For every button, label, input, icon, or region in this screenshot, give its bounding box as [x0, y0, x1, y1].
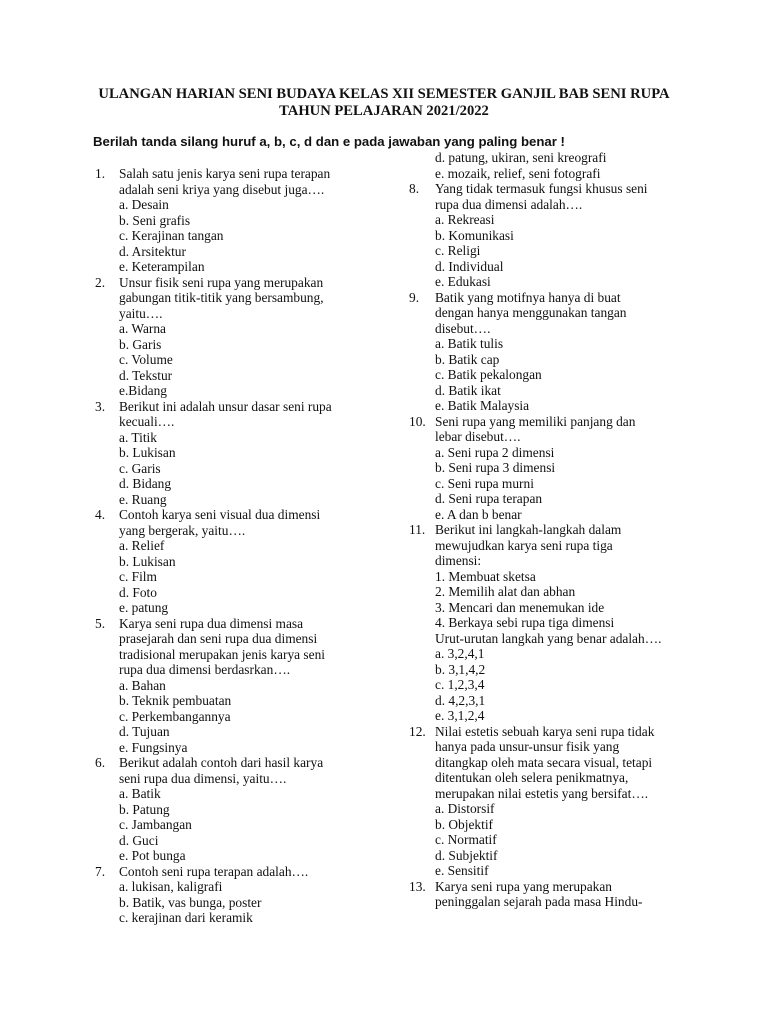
document-title [60, 86, 708, 120]
answer-option[interactable]: e. Edukasi [435, 274, 491, 289]
answer-option[interactable]: a. Distorsif [435, 801, 495, 816]
question-stem: Salah satu jenis karya seni rupa terapan adalah seni kriya yang disebut juga…. [119, 166, 331, 197]
answer-option[interactable]: e. A dan b benar [435, 506, 522, 522]
answer-option[interactable]: e. Pot bunga [119, 848, 186, 863]
question-number: 1. [95, 166, 106, 181]
answer-option[interactable]: b. Objektif [435, 816, 494, 832]
answer-option[interactable]: e. 3,1,2,4 [435, 708, 485, 723]
step-item: 3. Mencari dan menemukan ide [435, 599, 605, 615]
question-number: 13. [409, 878, 426, 894]
question-number: 9. [409, 289, 420, 305]
answer-option[interactable]: d. Batik ikat [435, 382, 501, 398]
answer-option[interactable]: d. patung, ukiran, seni kreografi [435, 150, 607, 165]
answer-options [435, 212, 689, 290]
right-column-questions [409, 181, 689, 910]
step-list [435, 569, 689, 631]
answer-option[interactable]: e. Batik Malaysia [435, 398, 530, 413]
question-stem: Karya seni rupa yang merupakan peninggalan sejarah pada masa Hindu- [435, 878, 643, 909]
question-number: 8. [409, 181, 420, 196]
answer-option[interactable]: e. Sensitif [435, 863, 489, 878]
answer-option[interactable]: e. Ruang [119, 491, 167, 507]
question-9 [409, 290, 689, 414]
question-stem-continued: Urut-urutan langkah yang benar adalah…. [435, 630, 662, 646]
answer-options [435, 646, 689, 724]
question-number: 7. [95, 863, 106, 879]
question-stem: Karya seni rupa dua dimensi masa prasejarah dan seni rupa dua dimensi tradisional merupakan jenis karya seni rupa dua dimensi berdasrkan…. [119, 615, 325, 677]
step-item: 1. Membuat sketsa [435, 568, 536, 584]
answer-option[interactable]: d. 4,2,3,1 [435, 692, 486, 708]
question-stem: Batik yang motifnya hanya di buat dengan hanya menggunakan tangan disebut…. [435, 289, 627, 336]
answer-options [119, 538, 385, 616]
question-12 [409, 724, 689, 879]
question-stem: Seni rupa yang memiliki panjang dan lebar disebut…. [435, 413, 636, 444]
answer-option[interactable]: d. Tujuan [119, 724, 170, 739]
answer-option[interactable]: b. Garis [119, 336, 162, 352]
answer-option[interactable]: d. Foto [119, 584, 157, 600]
question-stem: Contoh karya seni visual dua dimensi yang bergerak, yaitu…. [119, 507, 321, 538]
answer-option[interactable]: b. Lukisan [119, 553, 176, 569]
answer-options [119, 786, 385, 864]
answer-option[interactable]: b. Patung [119, 801, 170, 817]
answer-option[interactable]: b. Batik cap [435, 351, 500, 367]
answer-option[interactable]: a. lukisan, kaligrafi [119, 879, 223, 894]
answer-option[interactable]: e. patung [119, 600, 169, 615]
answer-option[interactable]: d. Bidang [119, 476, 172, 491]
question-number: 2. [95, 274, 106, 290]
answer-option[interactable]: e. Fungsinya [119, 739, 188, 755]
answer-option[interactable]: a. Batik [119, 786, 161, 801]
answer-option[interactable]: d. Guci [119, 832, 159, 848]
answer-option[interactable]: c. 1,2,3,4 [435, 677, 485, 692]
step-item: 4. Berkaya sebi rupa tiga dimensi [435, 615, 615, 630]
left-column [95, 166, 385, 926]
answer-option[interactable]: b. Seni grafis [119, 212, 191, 228]
answer-options [119, 879, 385, 926]
answer-option[interactable]: c. Batik pekalongan [435, 367, 542, 382]
question-number: 12. [409, 723, 426, 739]
answer-option[interactable]: a. Seni rupa 2 dimensi [435, 444, 555, 460]
question-8 [409, 181, 689, 290]
answer-option[interactable]: c. Film [119, 569, 157, 584]
answer-option[interactable]: c. Garis [119, 460, 161, 476]
answer-option[interactable]: c. Normatif [435, 832, 497, 847]
answer-options [435, 445, 689, 523]
question-stem: Nilai estetis sebuah karya seni rupa tidak hanya pada unsur-unsur fisik yang ditangkap oleh mata secara visual, tetapi ditentukan oleh selera penikmatnya, merupakan nilai estetis yang bersifat…. [435, 723, 655, 801]
answer-option[interactable]: a. Warna [119, 321, 167, 336]
question-6 [95, 755, 385, 864]
title-line-1: ULANGAN HARIAN SENI BUDAYA KELAS XII SEMESTER GANJIL BAB SENI RUPA [98, 86, 670, 102]
question-number: 6. [95, 755, 106, 770]
question-5 [95, 616, 385, 756]
answer-option[interactable]: d. Subjektif [435, 847, 498, 863]
question-number: 3. [95, 398, 106, 414]
answer-option[interactable]: a. Bahan [119, 677, 166, 693]
answer-option[interactable]: b. 3,1,4,2 [435, 661, 486, 677]
question-number: 10. [409, 413, 426, 429]
question-13 [409, 879, 689, 910]
question-4 [95, 507, 385, 616]
answer-option[interactable]: d. Individual [435, 258, 504, 274]
question-2 [95, 275, 385, 399]
title-line-2: TAHUN PELAJARAN 2021/2022 [279, 103, 489, 119]
answer-option[interactable]: e. Keterampilan [119, 259, 205, 274]
answer-option[interactable]: b. Seni rupa 3 dimensi [435, 460, 556, 475]
answer-option[interactable]: a. Relief [119, 538, 165, 553]
answer-option[interactable]: e. mozaik, relief, seni fotografi [435, 165, 601, 181]
instruction-text: Berilah tanda silang huruf a, b, c, d dan e pada jawaban yang paling benar ! [93, 134, 565, 149]
question-10 [409, 414, 689, 523]
question-stem: Berikut ini langkah-langkah dalam mewujudkan karya seni rupa tiga dimensi: [435, 522, 622, 568]
question-number: 11. [409, 522, 426, 537]
question-stem: Unsur fisik seni rupa yang merupakan gabungan titik-titik yang bersambung, yaitu…. [119, 274, 324, 321]
question-stem: Berikut adalah contoh dari hasil karya seni rupa dua dimensi, yaitu…. [119, 755, 324, 786]
answer-option[interactable]: e.Bidang [119, 383, 167, 398]
answer-option[interactable]: c. Perkembangannya [119, 708, 231, 724]
question-stem: Contoh seni rupa terapan adalah…. [119, 863, 309, 879]
question-7 [95, 864, 385, 926]
answer-options [119, 321, 385, 399]
answer-option[interactable]: c. Volume [119, 352, 173, 367]
answer-option[interactable]: b. Lukisan [119, 445, 176, 460]
answer-options [435, 801, 689, 879]
question-stem: Yang tidak termasuk fungsi khusus seni rupa dua dimensi adalah…. [435, 181, 648, 212]
answer-option[interactable]: a. Desain [119, 197, 169, 212]
answer-option[interactable]: c. Jambangan [119, 817, 192, 832]
answer-option[interactable]: c. Seni rupa murni [435, 475, 534, 491]
answer-options [435, 336, 689, 414]
question-3 [95, 399, 385, 508]
answer-option[interactable]: d. Tekstur [119, 367, 173, 383]
answer-option[interactable]: a. Titik [119, 429, 157, 445]
answer-option[interactable]: d. Seni rupa terapan [435, 491, 543, 506]
answer-options [119, 430, 385, 508]
answer-option[interactable]: c. kerajinan dari keramik [119, 910, 253, 925]
answer-option[interactable]: d. Arsitektur [119, 243, 186, 259]
question-stem: Berikut ini adalah unsur dasar seni rupa kecuali…. [119, 398, 332, 429]
answer-option[interactable]: a. 3,2,4,1 [435, 646, 485, 661]
answer-option[interactable]: b. Teknik pembuatan [119, 693, 232, 708]
question-11 [409, 522, 689, 724]
question-number: 5. [95, 615, 106, 631]
answer-option[interactable]: c. Kerajinan tangan [119, 228, 224, 243]
answer-option[interactable]: b. Komunikasi [435, 227, 514, 243]
question-number: 4. [95, 507, 106, 522]
answer-option[interactable]: a. Rekreasi [435, 212, 495, 227]
answer-options [119, 678, 385, 756]
answer-option[interactable]: c. Religi [435, 243, 481, 258]
answer-option[interactable]: b. Batik, vas bunga, poster [119, 894, 262, 910]
answer-options [119, 197, 385, 275]
step-item: 2. Memilih alat dan abhan [435, 584, 576, 599]
right-column [409, 150, 689, 910]
question-7-continuation [409, 150, 689, 181]
question-1 [95, 166, 385, 275]
answer-option[interactable]: a. Batik tulis [435, 336, 504, 351]
